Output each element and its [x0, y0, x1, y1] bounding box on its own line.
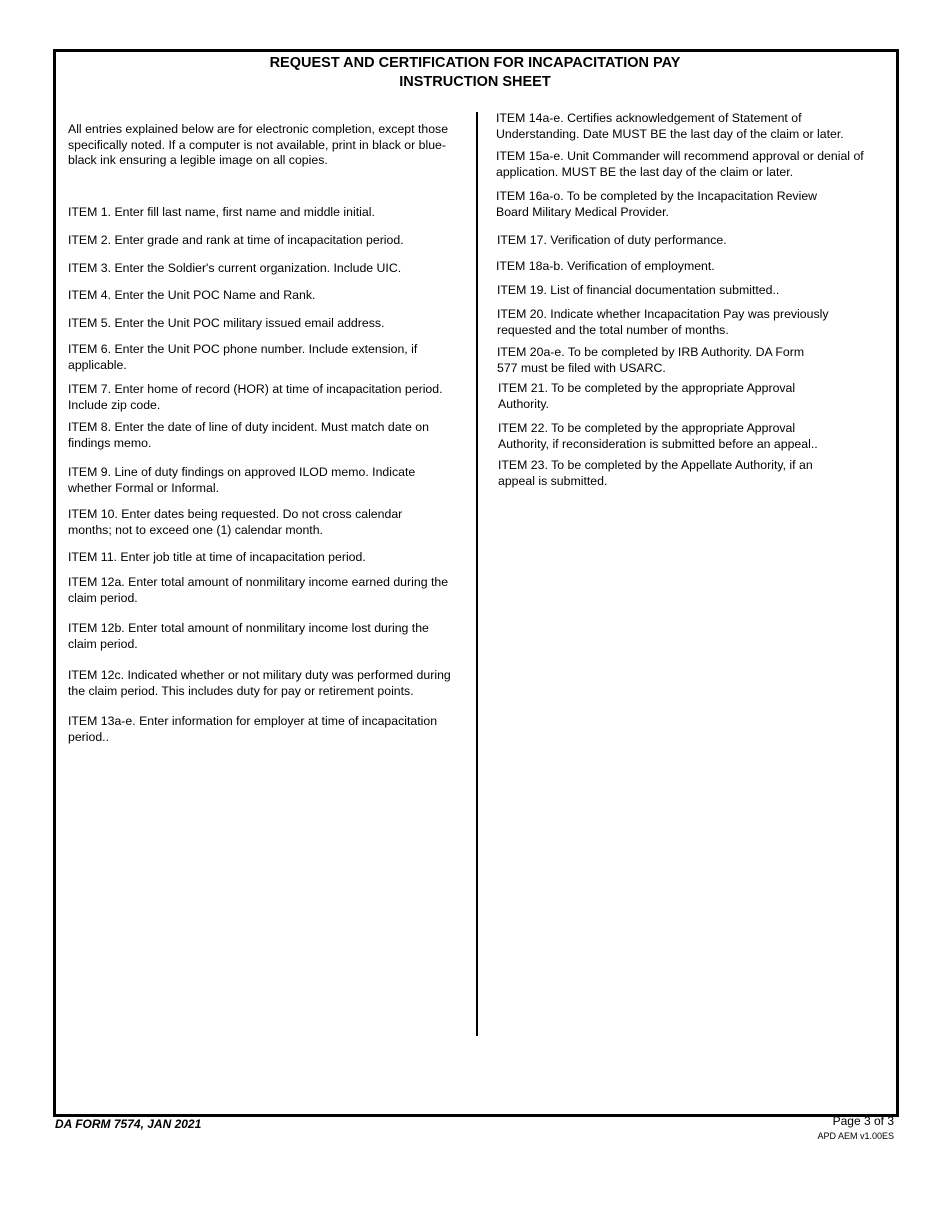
right-item: ITEM 20. Indicate whether Incapacitation Pay was previously requested and the total number of months.	[497, 307, 829, 337]
left-item: ITEM 12c. Indicated whether or not military duty was performed during the claim period. This includes duty for pay or retirement points.	[68, 668, 451, 698]
left-item: ITEM 2. Enter grade and rank at time of incapacitation period.	[68, 233, 404, 247]
right-item: ITEM 20a-e. To be completed by IRB Authority. DA Form 577 must be filed with USARC.	[497, 345, 805, 375]
form-identifier: DA FORM 7574, JAN 2021	[55, 1117, 202, 1131]
left-item: ITEM 12b. Enter total amount of nonmilitary income lost during the claim period.	[68, 621, 429, 651]
form-version: APD AEM v1.00ES	[817, 1131, 894, 1141]
right-item: ITEM 21. To be completed by the appropriate Approval Authority.	[498, 381, 796, 411]
left-item: ITEM 9. Line of duty findings on approved ILOD memo. Indicate whether Formal or Informal.	[68, 465, 416, 495]
right-item: ITEM 19. List of financial documentation submitted..	[497, 283, 780, 297]
left-item: ITEM 13a-e. Enter information for employer at time of incapacitation period..	[68, 714, 438, 744]
form-title-line2: INSTRUCTION SHEET	[399, 74, 551, 90]
left-item: ITEM 1. Enter fill last name, first name and middle initial.	[68, 205, 375, 219]
left-item: ITEM 10. Enter dates being requested. Do not cross calendar months; not to exceed one (1) calendar month.	[68, 507, 403, 537]
column-divider	[476, 112, 478, 1036]
right-item: ITEM 23. To be completed by the Appellate Authority, if an appeal is submitted.	[498, 458, 813, 488]
left-item: ITEM 11. Enter job title at time of incapacitation period.	[68, 550, 366, 564]
left-item: ITEM 7. Enter home of record (HOR) at time of incapacitation period. Include zip code.	[68, 382, 443, 412]
left-item: ITEM 12a. Enter total amount of nonmilitary income earned during the claim period.	[68, 575, 449, 605]
right-item: ITEM 17. Verification of duty performance.	[497, 233, 727, 247]
form-title-line1: REQUEST AND CERTIFICATION FOR INCAPACITATION PAY	[269, 55, 681, 71]
left-item: ITEM 4. Enter the Unit POC Name and Rank.	[68, 288, 316, 302]
left-item: ITEM 8. Enter the date of line of duty incident. Must match date on findings memo.	[68, 420, 429, 450]
right-item: ITEM 15a-e. Unit Commander will recommend approval or denial of application. MUST BE the last day of the claim or later.	[496, 149, 864, 179]
left-item: ITEM 5. Enter the Unit POC military issued email address.	[68, 316, 385, 330]
left-item: ITEM 3. Enter the Soldier's current organization. Include UIC.	[68, 261, 402, 275]
form-title	[0, 54, 950, 92]
page-number: Page 3 of 3	[832, 1114, 894, 1128]
right-item: ITEM 14a-e. Certifies acknowledgement of Statement of Understanding. Date MUST BE the last day of the claim or later.	[496, 111, 844, 141]
left-item: ITEM 6. Enter the Unit POC phone number. Include extension, if applicable.	[68, 342, 418, 372]
right-item: ITEM 16a-o. To be completed by the Incapacitation Review Board Military Medical Provider.	[496, 189, 818, 219]
right-item: ITEM 22. To be completed by the appropriate Approval Authority, if reconsideration is submitted before an appeal..	[498, 421, 818, 451]
intro-paragraph: All entries explained below are for electronic completion, except those specifically noted. If a computer is not available, print in black or blue- black ink ensuring a legible image on all copies.	[68, 122, 449, 167]
right-item: ITEM 18a-b. Verification of employment.	[496, 259, 715, 273]
